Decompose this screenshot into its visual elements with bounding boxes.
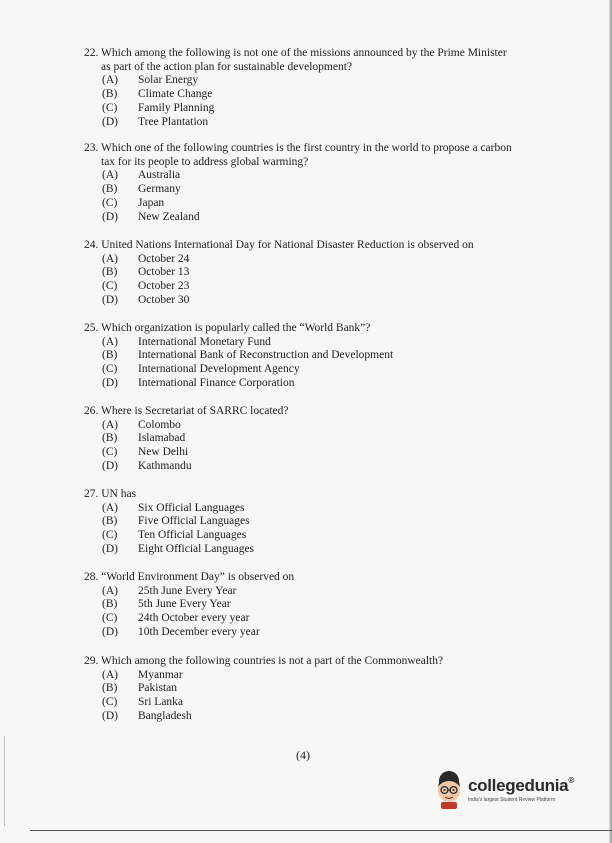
option-label: (D) xyxy=(102,293,118,306)
question-26 xyxy=(84,405,554,474)
brand-name: collegedunia® xyxy=(468,775,574,795)
option-d xyxy=(102,460,554,474)
option-label: (D) xyxy=(102,210,118,223)
option-d xyxy=(102,294,554,308)
option-text: 10th December every year xyxy=(138,625,260,638)
option-d xyxy=(102,710,554,724)
option-text: Pakistan xyxy=(138,682,177,695)
option-text: Tree Plantation xyxy=(138,115,209,128)
question-text: 24. United Nations International Day for National Disaster Reduction is observed on xyxy=(84,239,474,251)
option-text: Kathmandu xyxy=(138,459,192,472)
option-b xyxy=(102,349,554,363)
question-text: tax for its people to address global warming? xyxy=(101,155,309,168)
option-d xyxy=(102,626,554,640)
option-b xyxy=(102,183,554,197)
option-label: (B) xyxy=(102,432,118,445)
option-c xyxy=(102,529,554,543)
question-text: 28. “World Environment Day” is observed on xyxy=(84,571,295,583)
option-label: (D) xyxy=(102,376,118,389)
option-c xyxy=(102,696,554,710)
option-text: Japan xyxy=(138,196,165,209)
question-text: 25. Which organization is popularly called the “World Bank”? xyxy=(84,322,371,334)
option-label: (B) xyxy=(102,266,118,279)
question-text: 29. Which among the following countries is not a part of the Commonwealth? xyxy=(84,655,444,667)
trademark-symbol: ® xyxy=(568,775,574,785)
page-number: (4) xyxy=(296,748,310,762)
option-text: Colombo xyxy=(138,418,181,431)
option-text: New Delhi xyxy=(138,446,189,459)
option-a xyxy=(102,336,554,350)
question-text: 23. Which one of the following countries is the first country in the world to propose a carbon xyxy=(84,142,512,154)
options-list xyxy=(84,585,554,640)
option-text: Eight Official Languages xyxy=(138,542,255,555)
option-label: (C) xyxy=(102,612,118,625)
option-text: Solar Energy xyxy=(138,74,199,87)
options-list xyxy=(84,336,554,391)
option-a xyxy=(102,74,554,88)
option-text: Bangladesh xyxy=(138,709,192,722)
option-label: (C) xyxy=(102,280,118,293)
option-b xyxy=(102,266,554,280)
option-label: (A) xyxy=(102,584,118,597)
options-list xyxy=(84,419,554,474)
option-d xyxy=(102,377,554,391)
option-b xyxy=(102,432,554,446)
option-a xyxy=(102,502,554,516)
question-24 xyxy=(84,239,554,308)
brand-tagline: India's largest Student Review Platform xyxy=(468,796,556,803)
option-text: October 30 xyxy=(138,293,190,306)
option-a xyxy=(102,419,554,433)
option-a xyxy=(102,669,554,683)
option-text: 5th June Every Year xyxy=(138,598,231,611)
option-text: Six Official Languages xyxy=(138,501,245,514)
question-text: 26. Where is Secretariat of SARRC located? xyxy=(84,405,289,417)
option-label: (B) xyxy=(102,87,118,100)
option-text: Islamabad xyxy=(138,432,186,445)
option-a xyxy=(102,585,554,599)
option-label: (C) xyxy=(102,101,118,114)
option-text: 25th June Every Year xyxy=(138,584,237,597)
option-text: International Finance Corporation xyxy=(138,376,295,389)
option-text: October 13 xyxy=(138,266,190,279)
option-label: (C) xyxy=(102,363,118,376)
option-text: International Bank of Reconstruction and Development xyxy=(138,349,394,362)
option-b xyxy=(102,88,554,102)
option-label: (C) xyxy=(102,446,118,459)
options-list xyxy=(84,253,554,308)
option-a xyxy=(102,169,554,183)
option-text: Family Planning xyxy=(138,101,215,114)
option-text: 24th October every year xyxy=(138,612,250,625)
option-c xyxy=(102,363,554,377)
option-d xyxy=(102,211,554,225)
option-text: Climate Change xyxy=(138,87,213,100)
option-label: (D) xyxy=(102,115,118,128)
option-label: (C) xyxy=(102,696,118,709)
question-28 xyxy=(84,571,554,640)
option-c xyxy=(102,197,554,211)
option-c xyxy=(102,280,554,294)
question-27 xyxy=(84,488,554,557)
option-a xyxy=(102,253,554,267)
option-label: (B) xyxy=(102,515,118,528)
question-25 xyxy=(84,322,554,391)
options-list xyxy=(84,169,554,224)
option-text: Germany xyxy=(138,182,181,195)
option-b xyxy=(102,682,554,696)
option-label: (D) xyxy=(102,709,118,722)
option-label: (B) xyxy=(102,598,118,611)
question-22 xyxy=(84,47,554,129)
option-label: (B) xyxy=(102,682,118,695)
option-label: (D) xyxy=(102,459,118,472)
option-b xyxy=(102,598,554,612)
option-label: (A) xyxy=(102,335,118,348)
option-label: (C) xyxy=(102,196,118,209)
option-text: October 24 xyxy=(138,252,190,265)
option-text: International Monetary Fund xyxy=(138,335,271,348)
option-d xyxy=(102,116,554,130)
option-b xyxy=(102,515,554,529)
option-text: Sri Lanka xyxy=(138,696,184,709)
student-mascot-icon xyxy=(432,769,466,809)
option-text: October 23 xyxy=(138,280,190,293)
option-c xyxy=(102,446,554,460)
options-list xyxy=(84,74,554,129)
option-text: Myanmar xyxy=(138,668,183,681)
option-c xyxy=(102,612,554,626)
option-label: (A) xyxy=(102,668,118,681)
option-label: (A) xyxy=(102,252,118,265)
option-text: Ten Official Languages xyxy=(138,529,247,542)
option-label: (A) xyxy=(102,74,118,87)
option-text: Australia xyxy=(138,169,181,182)
option-label: (A) xyxy=(102,418,118,431)
question-text: 22. Which among the following is not one of the missions announced by the Prime Minister xyxy=(84,47,507,59)
question-text: 27. UN has xyxy=(84,488,137,500)
question-23 xyxy=(84,142,554,224)
brand-watermark xyxy=(432,766,582,812)
scan-line xyxy=(30,830,612,831)
option-label: (B) xyxy=(102,349,118,362)
option-label: (A) xyxy=(102,169,118,182)
option-text: International Development Agency xyxy=(138,363,300,376)
question-text: as part of the action plan for sustainable development? xyxy=(101,60,352,73)
option-label: (D) xyxy=(102,542,118,555)
option-c xyxy=(102,102,554,116)
option-label: (D) xyxy=(102,625,118,638)
options-list xyxy=(84,502,554,557)
option-label: (B) xyxy=(102,182,118,195)
question-29 xyxy=(84,655,554,724)
option-label: (A) xyxy=(102,501,118,514)
option-text: Five Official Languages xyxy=(138,515,250,528)
option-d xyxy=(102,543,554,557)
brand-text xyxy=(468,776,574,803)
option-text: New Zealand xyxy=(138,210,200,223)
options-list xyxy=(84,669,554,724)
scan-mark xyxy=(4,736,5,826)
option-label: (C) xyxy=(102,529,118,542)
